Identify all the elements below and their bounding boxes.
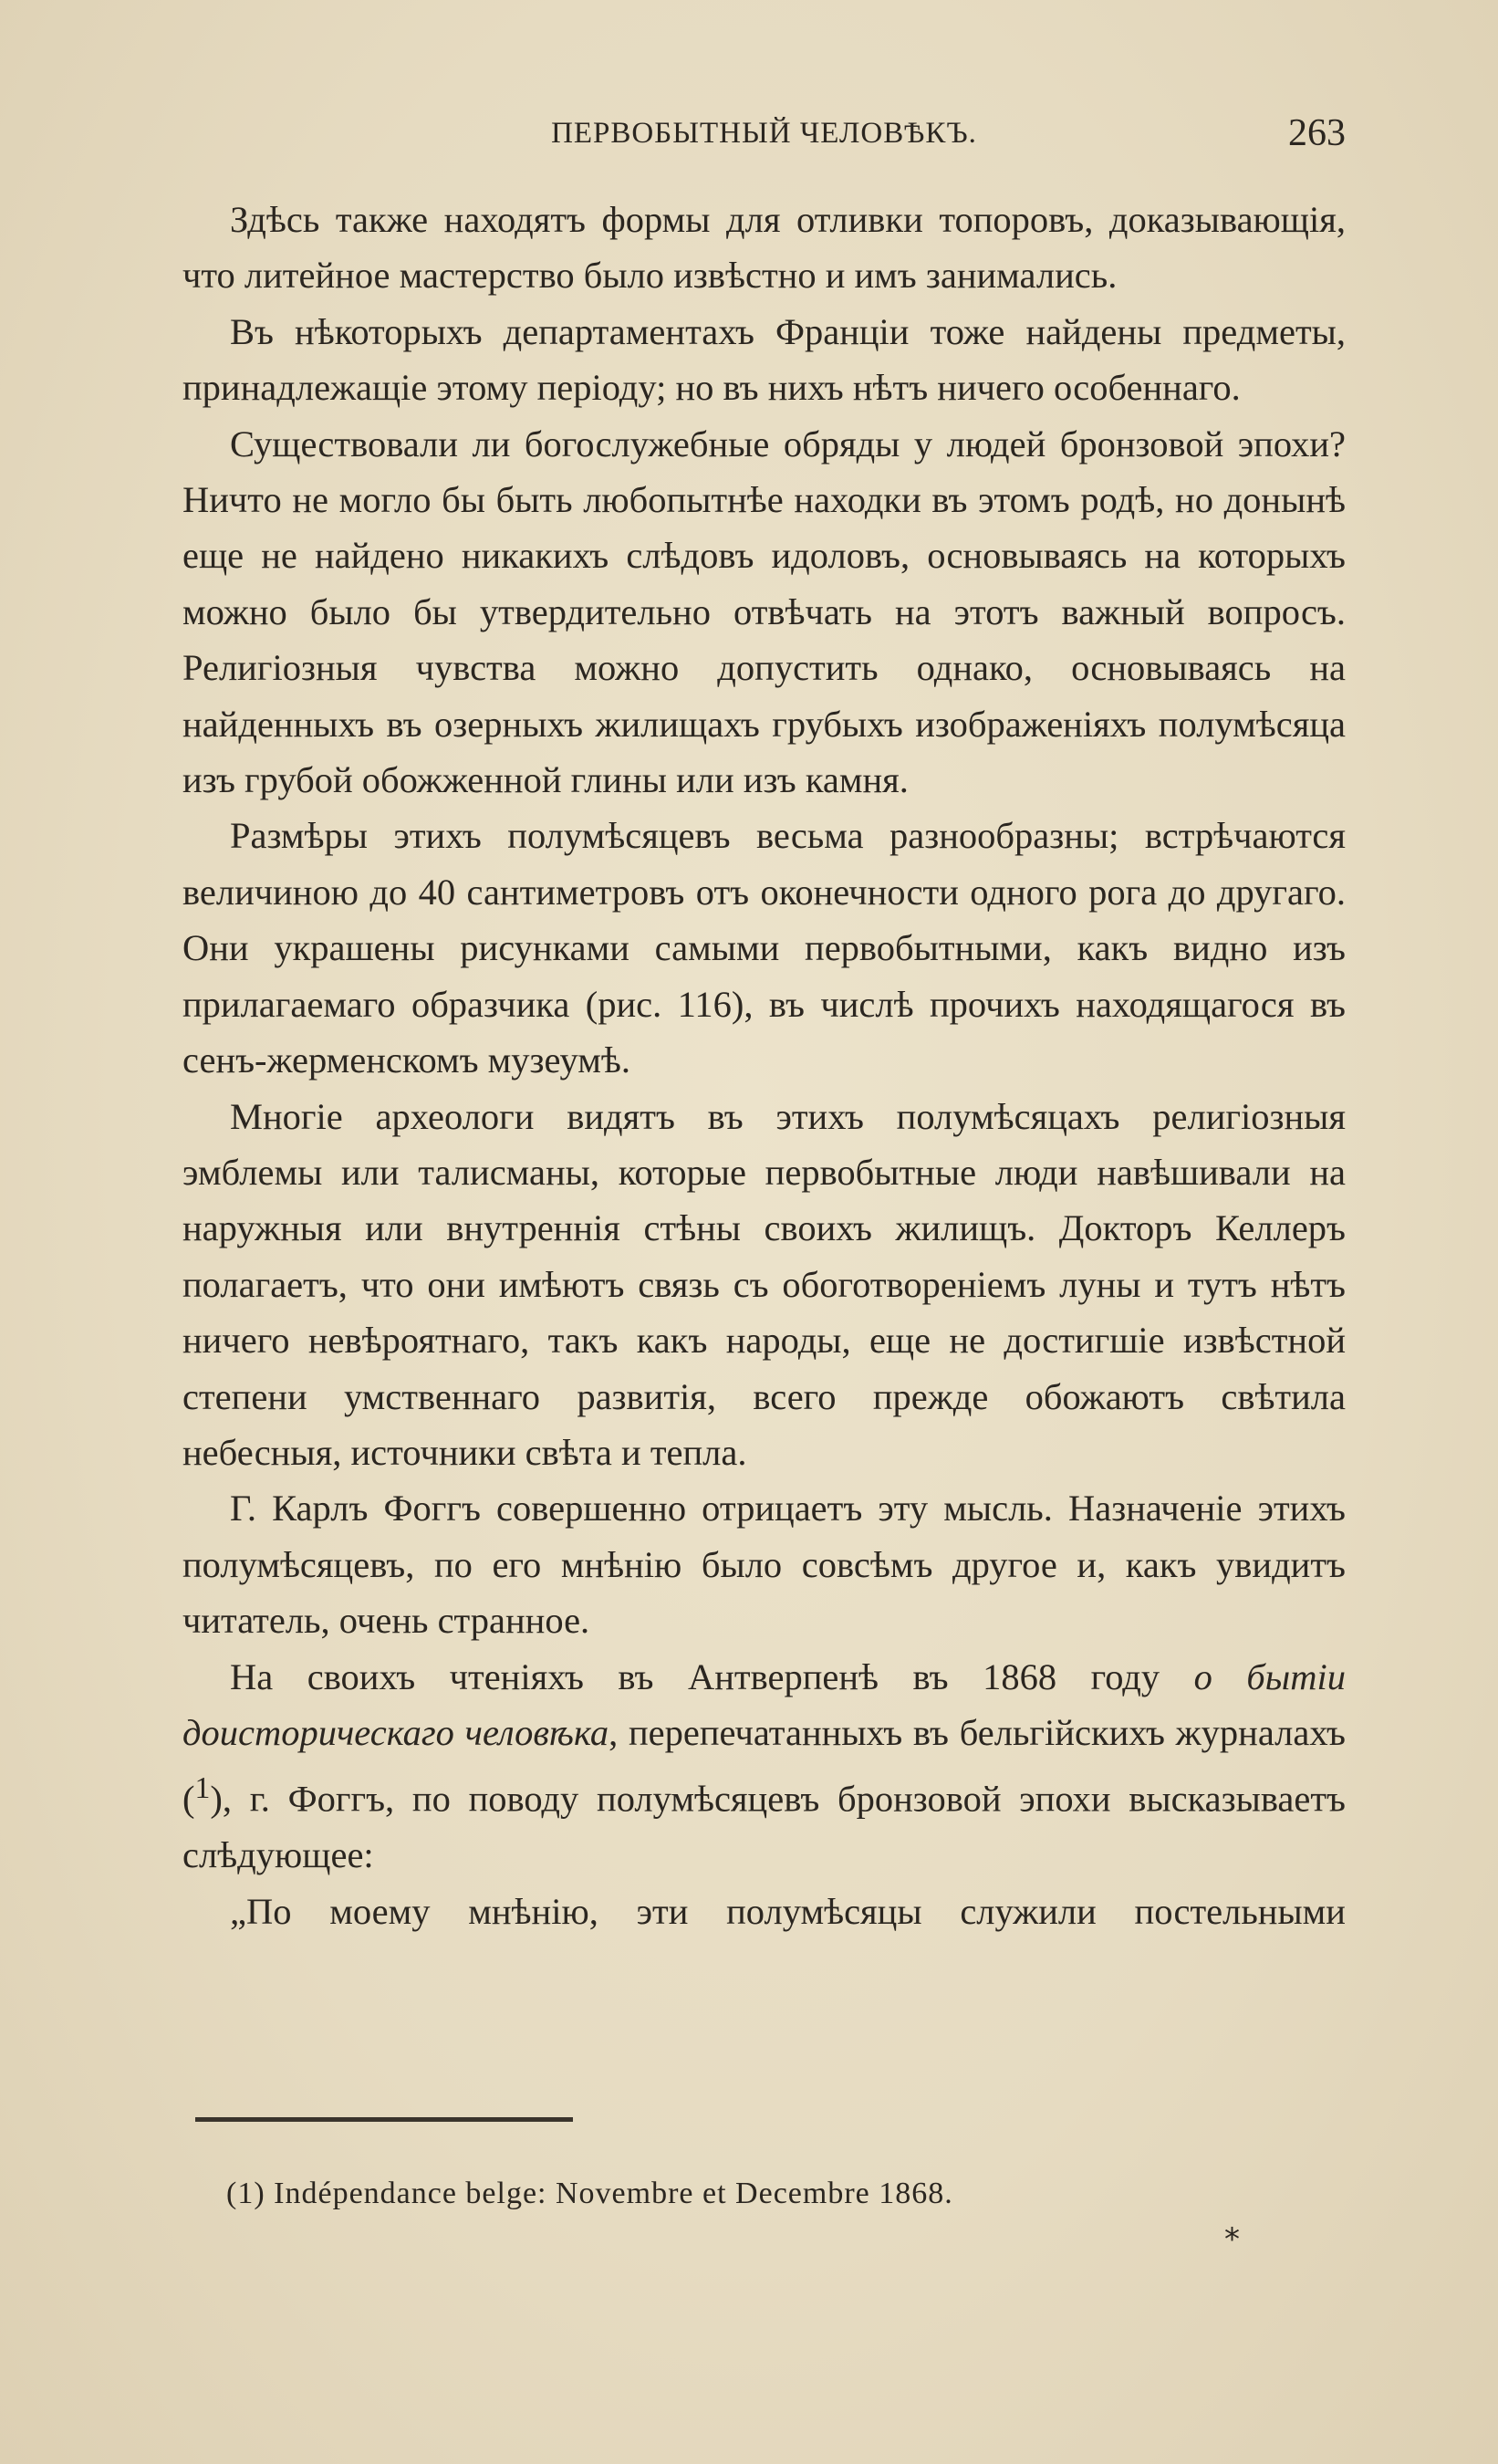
page-header [182, 112, 1346, 162]
footnote-text: Indépendance belge: Novembre et Decembre 1868. [274, 2177, 953, 2210]
paragraph-7 [182, 1649, 1346, 1884]
footnote-rule [195, 2117, 573, 2122]
page-number: 263 [1288, 112, 1346, 154]
footnote-reference: 1 [194, 1771, 211, 1806]
paragraph-2: Въ нѣкоторыхъ департаментахъ Франціи тоже найдены предметы, принадлежащіе этому періоду; но въ нихъ нѣтъ ничего особеннаго. [182, 310, 1346, 409]
paragraph-4: Размѣры этихъ полумѣсяцевъ весьма разнообразны; встрѣчаются величиною до 40 сантиметровъ отъ оконечности одного рога до другаго. Они украшены рисунками самыми первобытными, какъ видно изъ прилагаемаго образчика (рис. 116), въ числѣ прочихъ находящагося въ сенъ-жерменскомъ музеумѣ. [182, 815, 1346, 1081]
quote-start: „По моему мнѣнію, эти полумѣсяцы служили постельными [230, 1890, 1346, 1932]
footnote [226, 2177, 953, 2211]
paragraph-7-end: ), г. Фоггъ, по поводу полумѣсяцевъ бронзовой эпохи высказываетъ слѣдующее: [182, 1778, 1346, 1876]
paragraph-1: Здѣсь также находятъ формы для отливки топоровъ, доказывающія, что литейное мастерство было извѣстно и имъ занимались. [182, 199, 1346, 297]
paragraph-7-middle: , перепечатанныхъ въ бельгійскихъ журналахъ ( [182, 1711, 1346, 1820]
body-text [182, 192, 1346, 1939]
lecture-title: о бытіи доисторическаго человѣка [182, 1655, 1346, 1753]
paragraph-3: Существовали ли богослужебные обряды у людей бронзовой эпохи? Ничто не могло бы быть любопытнѣе находки въ этомъ родѣ, но донынѣ еще не найдено никакихъ слѣдовъ идоловъ, основываясь на которыхъ можно было бы утвердительно отвѣчать на этотъ важный вопросъ. Религіозныя чувства можно допустить однако, основываясь на найденныхъ въ озерныхъ жилищахъ грубыхъ изображеніяхъ полумѣсяца изъ грубой обожженной глины или изъ камня. [182, 423, 1346, 801]
signature-mark: * [1224, 2221, 1240, 2258]
running-head: ПЕРВОБЫТНЫЙ ЧЕЛОВѢКЪ. [551, 117, 977, 150]
footnote-marker: (1) [226, 2177, 265, 2210]
paragraph-5: Многіе археологи видятъ въ этихъ полумѣсяцахъ религіозныя эмблемы или талисманы, которые первобытные люди навѣшивали на наружныя или внутреннія стѣны своихъ жилищъ. Докторъ Келлеръ полагаетъ, что они имѣютъ связь съ обоготвореніемъ луны и тутъ нѣтъ ничего невѣроятнаго, такъ какъ народы, еще не достигшіе извѣстной степени умственнаго развитія, всего прежде обожаютъ свѣтила небесныя, источники свѣта и тепла. [182, 1095, 1346, 1473]
paragraph-6: Г. Карлъ Фоггъ совершенно отрицаетъ эту мысль. Назначеніе этихъ полумѣсяцевъ, по его мнѣнію было совсѣмъ другое и, какъ увидитъ читатель, очень странное. [182, 1488, 1346, 1642]
paragraph-7-start: На своихъ чтеніяхъ въ Антверпенѣ въ 1868 году [230, 1655, 1194, 1697]
